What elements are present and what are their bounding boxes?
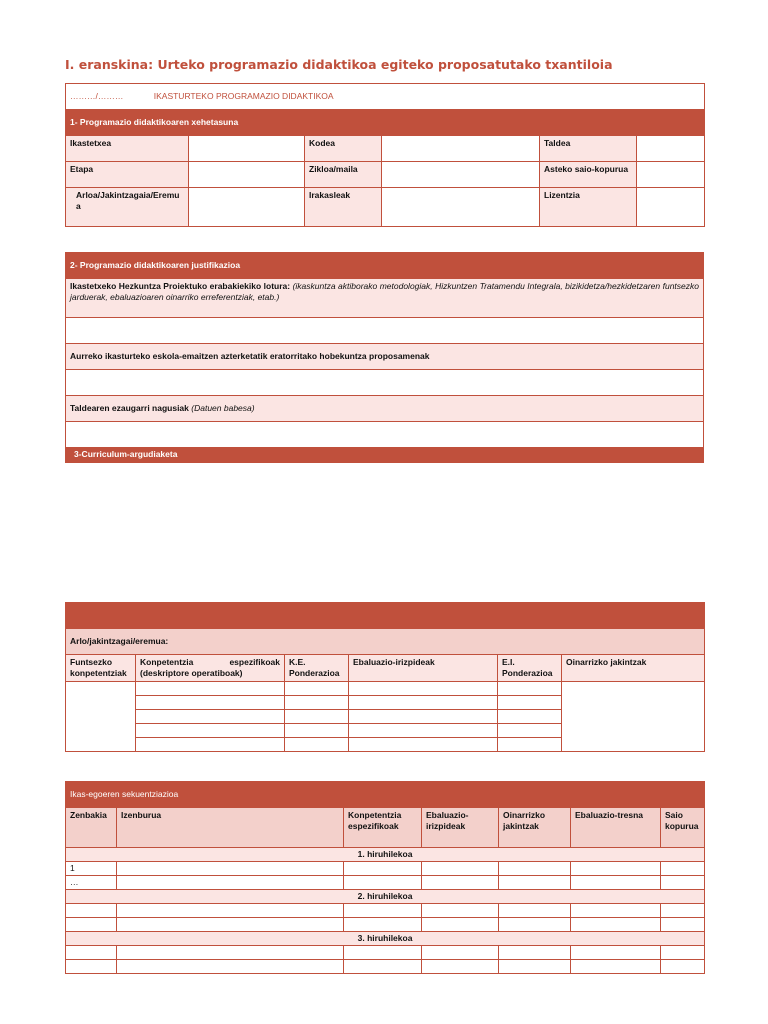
course-title: IKASTURTEKO PROGRAMAZIO DIDAKTIKOA xyxy=(153,91,334,101)
label-irakasleak: Irakasleak xyxy=(305,188,382,227)
taldearen-ezaugarriak-note: (Datuen babesa) xyxy=(191,403,255,413)
col-zenbakia: Zenbakia xyxy=(66,808,117,848)
table-cell[interactable] xyxy=(498,682,562,696)
table-cell[interactable] xyxy=(422,918,499,932)
table-cell[interactable] xyxy=(285,738,349,752)
table-cell[interactable] xyxy=(498,738,562,752)
course-year-placeholder: ………/……… xyxy=(70,91,124,101)
curriculum-header-bar xyxy=(66,603,705,629)
course-title-row xyxy=(66,84,705,110)
field-lizentzia[interactable] xyxy=(637,188,705,227)
table-cell[interactable] xyxy=(571,960,661,974)
table-cell[interactable] xyxy=(661,960,705,974)
table-cell[interactable] xyxy=(499,904,571,918)
table-cell[interactable] xyxy=(498,724,562,738)
table-cell[interactable] xyxy=(571,946,661,960)
col-tresna: Ebaluazio-tresna xyxy=(571,808,661,848)
field-taldearen-ezaugarriak[interactable] xyxy=(66,422,704,448)
table-cell[interactable] xyxy=(661,876,705,890)
section3-header: 3-Curriculum-argudiaketa xyxy=(66,448,704,463)
col-oinarrizko: Oinarrizko jakintzak xyxy=(499,808,571,848)
table-cell[interactable] xyxy=(66,904,117,918)
arloa-label: Arlo/jakintzagai/eremua: xyxy=(66,629,705,655)
table-cell[interactable] xyxy=(499,946,571,960)
section-programazio-xehetasuna xyxy=(65,83,704,227)
table-cell[interactable] xyxy=(117,960,344,974)
trimester-3: 3. hiruhilekoa xyxy=(66,932,705,946)
table-cell[interactable] xyxy=(498,696,562,710)
label-asteko: Asteko saio-kopurua xyxy=(540,162,637,188)
row-number: … xyxy=(66,876,117,890)
table-cell[interactable] xyxy=(422,876,499,890)
taldearen-ezaugarriak-bold: Taldearen ezaugarri nagusiak xyxy=(70,403,189,413)
col-funtsezko: Funtsezko konpetentziak xyxy=(66,655,136,682)
table-cell[interactable] xyxy=(136,682,285,696)
table-cell[interactable] xyxy=(66,960,117,974)
col-ebaluazio: Ebaluazio-irizpideak xyxy=(422,808,499,848)
taldearen-ezaugarriak-label xyxy=(66,396,704,422)
table-cell[interactable] xyxy=(285,696,349,710)
table-cell[interactable] xyxy=(344,960,422,974)
table-cell[interactable] xyxy=(136,696,285,710)
table-cell[interactable] xyxy=(661,904,705,918)
table-cell[interactable] xyxy=(344,946,422,960)
field-taldea[interactable] xyxy=(637,136,705,162)
label-taldea: Taldea xyxy=(540,136,637,162)
field-asteko[interactable] xyxy=(637,162,705,188)
table-cell[interactable] xyxy=(344,904,422,918)
table-cell[interactable] xyxy=(661,946,705,960)
table-cell[interactable] xyxy=(285,682,349,696)
table-cell[interactable] xyxy=(571,876,661,890)
document-title: I. eranskina: Urteko programazio didaktikoa egiteko proposatutako txantiloia xyxy=(65,57,613,72)
table-cell[interactable] xyxy=(499,876,571,890)
table-cell[interactable] xyxy=(117,918,344,932)
table-cell[interactable] xyxy=(349,696,498,710)
section2-header: 2- Programazio didaktikoaren justifikazioa xyxy=(66,253,704,279)
col-saio: Saio kopurua xyxy=(661,808,705,848)
table-cell[interactable] xyxy=(571,862,661,876)
table-cell[interactable] xyxy=(136,738,285,752)
label-zikloa: Zikloa/maila xyxy=(305,162,382,188)
table-cell[interactable] xyxy=(422,904,499,918)
table-cell[interactable] xyxy=(344,876,422,890)
table-cell[interactable] xyxy=(661,862,705,876)
hezkuntza-proiektua-label xyxy=(66,279,704,318)
hezkuntza-proiektua-note: (ikaskuntza aktiborako metodologiak, Hizkuntzen Tratamendu Integrala, bizikidetza/hezkidetzaren funtsezko jarduerak, ebaluazioaren oinarriko erreferentziak, etab.) xyxy=(70,281,699,302)
table-cell[interactable] xyxy=(349,724,498,738)
field-irakasleak[interactable] xyxy=(382,188,540,227)
field-hobekuntza-proposamenak[interactable] xyxy=(66,370,704,396)
field-kodea[interactable] xyxy=(382,136,540,162)
cell-funtsezko[interactable] xyxy=(66,682,136,752)
section-ikas-egoeren-sekuentziazioa xyxy=(65,781,704,974)
table-cell[interactable] xyxy=(499,960,571,974)
field-hezkuntza-proiektua[interactable] xyxy=(66,318,704,344)
table-cell[interactable] xyxy=(349,710,498,724)
hezkuntza-proiektua-bold: Ikastetxeko Hezkuntza Proiektuko erabakiekiko lotura: xyxy=(70,281,291,291)
label-kodea: Kodea xyxy=(305,136,382,162)
table-cell[interactable] xyxy=(344,862,422,876)
col-konpetentzia: Konpetentzia espezifikoak (deskriptore operatiboak) xyxy=(136,655,285,682)
col-konpetentzia: Konpetentzia espezifikoak xyxy=(344,808,422,848)
section-curriculum-table xyxy=(65,602,704,752)
table-cell[interactable] xyxy=(344,918,422,932)
section1-header: 1- Programazio didaktikoaren xehetasuna xyxy=(66,110,705,136)
field-arloa[interactable] xyxy=(189,188,305,227)
label-etapa: Etapa xyxy=(66,162,189,188)
table-cell[interactable] xyxy=(117,946,344,960)
hobekuntza-proposamenak-label: Aurreko ikasturteko eskola-emaitzen azterketatik eratorritako hobekuntza proposamenak xyxy=(66,344,704,370)
col-ei: E.I. Ponderazioa xyxy=(498,655,562,682)
table-cell[interactable] xyxy=(136,724,285,738)
table-cell[interactable] xyxy=(285,710,349,724)
table-cell[interactable] xyxy=(285,724,349,738)
section-justifikazioa xyxy=(65,252,704,463)
table-cell[interactable] xyxy=(66,946,117,960)
label-lizentzia: Lizentzia xyxy=(540,188,637,227)
col-izenburua: Izenburua xyxy=(117,808,344,848)
table-cell[interactable] xyxy=(422,946,499,960)
table-cell[interactable] xyxy=(571,918,661,932)
field-ikastetxea[interactable] xyxy=(189,136,305,162)
table-cell[interactable] xyxy=(117,904,344,918)
table-cell[interactable] xyxy=(349,682,498,696)
field-etapa[interactable] xyxy=(189,162,305,188)
row-number: 1 xyxy=(66,862,117,876)
col-ke: K.E. Ponderazioa xyxy=(285,655,349,682)
col-oinarrizko: Oinarrizko jakintzak xyxy=(562,655,705,682)
section4-header: Ikas-egoeren sekuentziazioa xyxy=(66,782,705,808)
trimester-1: 1. hiruhilekoa xyxy=(66,848,705,862)
label-ikastetxea: Ikastetxea xyxy=(66,136,189,162)
cell-oinarrizko[interactable] xyxy=(562,682,705,752)
table-cell[interactable] xyxy=(661,918,705,932)
table-cell[interactable] xyxy=(422,960,499,974)
trimester-2: 2. hiruhilekoa xyxy=(66,890,705,904)
table-cell[interactable] xyxy=(422,862,499,876)
table-cell[interactable] xyxy=(498,710,562,724)
table-cell[interactable] xyxy=(349,738,498,752)
table-cell[interactable] xyxy=(117,862,344,876)
table-cell[interactable] xyxy=(136,710,285,724)
table-cell[interactable] xyxy=(499,862,571,876)
table-cell[interactable] xyxy=(66,918,117,932)
table-cell[interactable] xyxy=(571,904,661,918)
col-ebaluazio: Ebaluazio-irizpideak xyxy=(349,655,498,682)
table-cell[interactable] xyxy=(117,876,344,890)
label-arloa: Arloa/Jakintzagaia/Eremua xyxy=(66,188,189,227)
field-zikloa[interactable] xyxy=(382,162,540,188)
table-cell[interactable] xyxy=(499,918,571,932)
